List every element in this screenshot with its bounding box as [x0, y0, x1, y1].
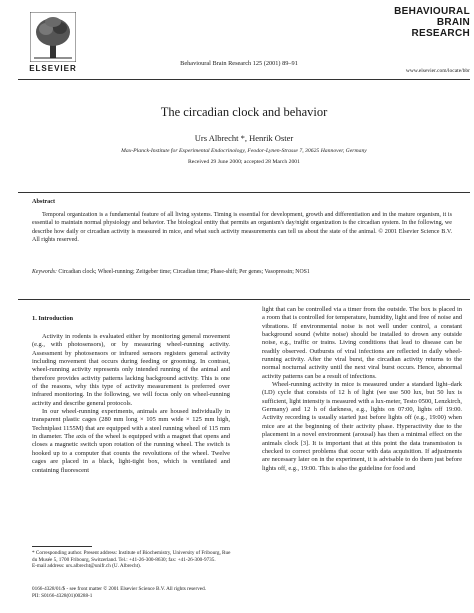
paragraph: light that can be controlled via a timer from the outside. The box is placed in a room that is controlled for temperature, humidity, light and free of noise and vibrations. If environmental noise is not well under control, a constant background sound (white noise) should be installed to drown any outside noise, e.g., traffic or trains. Living conditions that lead to disease can be readily observed. Outbursts of viral infections are reflected in daily wheel-running activity. After the viral burst, the circadian activity returns to the normal nocturnal activity until the next viral burst occurs. Hence, abnormal activity patterns can be a result of infections. — [262, 306, 462, 380]
footnotes — [32, 550, 232, 570]
paragraph: In our wheel-running experiments, animals are housed individually in transparent plastic cages (280 mm long × 105 mm wide × 125 mm high, Techniplast 1155M) that are equipped with a steel running wheel of 115 mm in diameter. The axis of the wheel is equipped with a magnet that opens and closes a magnetic switch upon rotation of the running wheel. The switch is hooked up to a computer that counts the revolutions of the wheel. Twelve cages are placed in a black, light-tight box, which is ventilated and containing fluorescent — [32, 408, 230, 474]
section-heading: 1. Introduction — [32, 315, 74, 322]
elsevier-tree-logo — [30, 12, 76, 62]
brand-line-1: BEHAVIOURAL — [394, 6, 470, 17]
footnote-divider — [32, 546, 92, 547]
article-title: The circadian clock and behavior — [160, 105, 328, 119]
paragraph: Activity in rodents is evaluated either by monitoring general movement (e.g., with photosensors), or by measuring wheel-running activity. Assessment by photosensors or infrared sensors registers general activity including movement that occurs during feeding or grooming. In contrast, wheel-running activity represents only intended running of the animal and therefore provides activity patterns lacking background activity. This is one of the reasons, why this type of activity measurement is preferred over infrared monitoring. In the following, we will focus only on wheel-running activity and describe general protocols. — [32, 333, 230, 407]
brand-line-2: BRAIN — [436, 17, 470, 28]
keywords — [32, 268, 452, 276]
abstract-heading: Abstract — [32, 198, 56, 205]
email-note[interactable]: E-mail address: urs.albrecht@unifr.ch (U. Albrecht). — [32, 563, 142, 570]
journal-website[interactable]: www.elsevier.com/locate/bbr — [405, 68, 470, 74]
journal-citation: Behavioural Brain Research 125 (2001) 89–91 — [180, 60, 298, 67]
author-affiliation: Max-Planck-Institute for Experimental Endocrinology, Feodor-Lynen-Strasse 7, 30625 Hannover, Germany — [121, 148, 367, 154]
article-authors: Urs Albrecht *, Henrik Oster — [194, 133, 294, 143]
keywords-label: Keywords: — [32, 269, 57, 275]
right-column — [262, 306, 462, 473]
corresponding-author-note: * Corresponding author. Present address: Institute of Biochemistry, University of Fribourg, Rue du Musée 5, 1700 Fribourg, Switzerland. Tel.: +41-26-300-8630; fax: +41-26-300-9735. — [32, 550, 231, 563]
paragraph: Wheel-running activity in mice is measured under a standard light–dark (LD) cycle that consists of 12 h of light (we use 500 lux, but 50 lux is sufficient, light intensity is measured with a lux-meter, Testo 0500, Lenzkirch, Germany) and 12 h of darkness, e.g., lights on 07:00, lights off 19:00. Activity recording is usually started just before lights off (e.g., 19:00) when mice are at the beginning of their activity phase. Hyperactivity due to the placement in a novel environment (arousal) has then a minimal effect on the animals clock [3]. It is important that at this point the data transmission is checked to correct problems that occur with data acquisition. If adjustments are necessary later on in the experiment, it is advisable to do them just before lights off, e.g., 19:00. This is also the guideline for food and — [262, 381, 462, 472]
header-divider — [18, 79, 470, 80]
copyright-block — [32, 586, 232, 599]
abstract-box — [18, 192, 470, 300]
received-dates: Received 29 June 2000; accepted 28 March 2001 — [188, 159, 300, 165]
keywords-list: Circadian clock; Wheel-running; Zeitgeber time; Circadian time; Phase-shift; Per genes; Vasopressin; NOS1 — [58, 269, 310, 275]
copyright-line: 0166-4328/01/$ - see front matter © 2001 Elsevier Science B.V. All rights reserved. — [32, 586, 206, 592]
abstract-text: Temporal organization is a fundamental feature of all living systems. Timing is essential for development, growth and differentiation and in the mature organism, it is essential to maintain normal physiology and behavior. The biological entity that permits an organism's day/night organization is the circadian system. In the following, we describe how daily or circadian activity is measured in mice, and what such activity measurements can tell us about the state of the animal. © 2001 Elsevier Science B.V. All rights reserved. — [32, 212, 452, 244]
publisher-name: ELSEVIER — [29, 64, 77, 73]
pii-line: PII: S0166-4328(01)00288-1 — [32, 592, 93, 599]
journal-brand — [372, 6, 470, 39]
left-column — [32, 333, 230, 475]
brand-line-3: RESEARCH — [411, 28, 470, 39]
